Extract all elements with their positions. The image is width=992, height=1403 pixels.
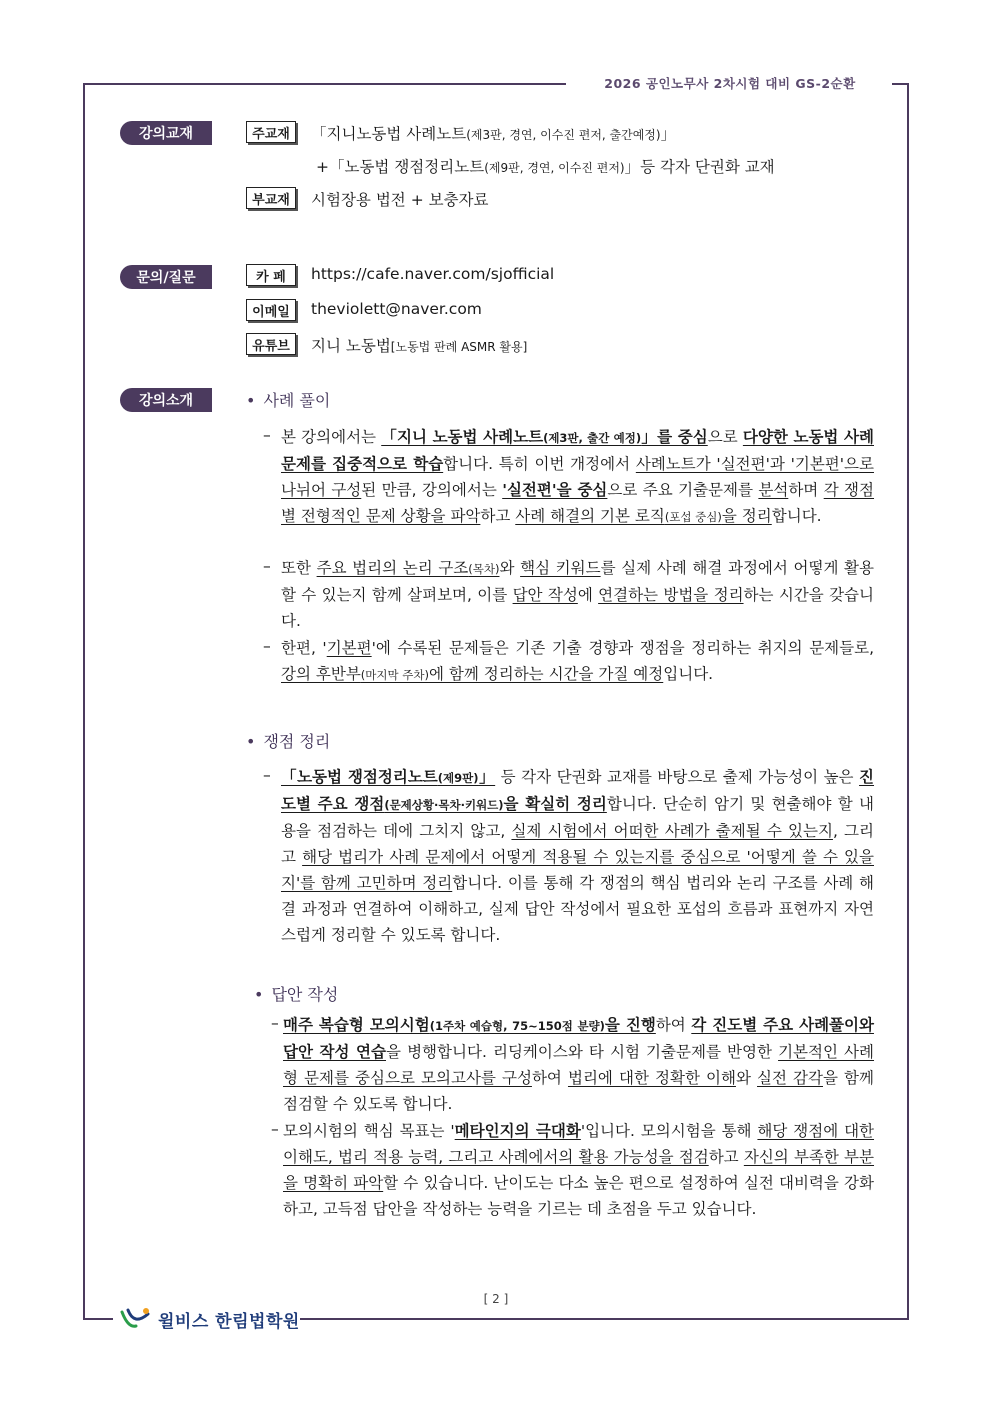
header-title: 2026 공인노무사 2차시험 대비 GS-2순환 [604, 76, 856, 91]
section-label-intro: 강의소개 [120, 388, 212, 412]
frame-bottom-border-left [83, 1318, 113, 1320]
dash-marker: – [271, 1120, 279, 1138]
bullet-issue-summary: • 쟁점 정리 [246, 732, 331, 751]
dash-marker: – [263, 426, 271, 444]
frame-top-border [83, 83, 566, 85]
logo-text: 윌비스 한림법학원 [158, 1311, 300, 1332]
dash-marker: – [263, 557, 271, 575]
youtube-channel[interactable]: 지니 노동법[노동법 판례 ASMR 활용] [311, 337, 528, 355]
main-textbook-line1: 「지니노동법 사례노트(제3판, 경연, 이수진 편저, 출간예정)」 [311, 125, 677, 143]
main-textbook-line2: +「노동법 쟁점정리노트(제9판, 경연, 이수진 편저)」등 각자 단권화 교재 [316, 158, 775, 176]
dash-marker: – [271, 1014, 279, 1032]
tag-cafe: 카 페 [246, 264, 296, 286]
sub-textbook-text: 시험장용 법전 + 보충자료 [311, 191, 489, 209]
frame-right-border [907, 83, 909, 1318]
bullet-case-solving: • 사례 풀이 [246, 391, 331, 410]
paragraph-case-2: 또한 주요 법리의 논리 구조(목차)와 핵심 키워드를 실제 사례 해결 과정에서 어떻게 활용할 수 있는지 함께 살펴보며, 이를 답안 작성에 연결하는 방법을 정리하는 시간을 갖습니다. [281, 559, 875, 630]
willbes-logo-icon [118, 1306, 154, 1332]
dash-marker: – [263, 637, 271, 655]
tag-youtube: 유튜브 [246, 333, 296, 355]
academy-logo [118, 1306, 300, 1332]
tag-email: 이메일 [246, 299, 296, 321]
page-number: [ 2 ] [483, 1292, 509, 1306]
frame-left-border [83, 83, 85, 1318]
bullet-answer-writing: • 답안 작성 [254, 985, 339, 1004]
frame-bottom-border [300, 1318, 909, 1320]
tag-main-textbook: 주교재 [246, 121, 296, 143]
section-label-textbook: 강의교재 [120, 121, 212, 145]
email-link[interactable]: theviolett@naver.com [311, 300, 482, 318]
section-label-contact: 문의/질문 [120, 265, 212, 289]
dash-marker: – [263, 766, 271, 784]
cafe-link[interactable]: https://cafe.naver.com/sjofficial [311, 265, 555, 283]
paragraph-issue-1: 「노동법 쟁점정리노트(제9판)」 등 각자 단권화 교재를 바탕으로 출제 가능성이 높은 진도별 주요 쟁점(문제상황·목차·키워드)을 확실히 정리합니다. 단순히 암기 및 현출해야 할 내용을 점검하는 데에 그치지 않고, 실제 시험에서 어떠한 사례가 출제될 수 있는지, 그리고 해당 법리가 사례 문제에서 어떻게 적용될 수 있는지를 중심으로 '어떻게 쓸 수 있을지'를 함께 고민하며 정리합니다. 이를 통해 각 쟁점의 핵심 법리와 논리 구조를 사례 해결 과정과 연결하여 이해하고, 실제 답안 작성에서 필요한 포섭의 흐름과 표현까지 자연스럽게 정리할 수 있도록 합니다. [281, 768, 875, 944]
paragraph-answer-2: 모의시험의 핵심 목표는 '메타인지의 극대화'입니다. 모의시험을 통해 해당 쟁점에 대한 이해도, 법리 적용 능력, 그리고 사례에서의 활용 가능성을 점검하고 자신의 부족한 부분을 명확히 파악할 수 있습니다. 난이도는 다소 높은 편으로 설정하여 실전 대비력을 강화하고, 고득점 답안을 작성하는 능력을 기르는 데 초점을 두고 있습니다. [283, 1122, 875, 1218]
paragraph-case-3: 한편, '기본편'에 수록된 문제들은 기존 기출 경향과 쟁점을 정리하는 취지의 문제들로, 강의 후반부(마지막 주차)에 함께 정리하는 시간을 가질 예정입니다. [281, 639, 875, 683]
tag-sub-textbook: 부교재 [246, 187, 296, 209]
paragraph-answer-1: 매주 복습형 모의시험(1주차 예습형, 75~150점 분량)을 진행하여 각 진도별 주요 사례풀이와 답안 작성 연습을 병행합니다. 리딩케이스와 타 시험 기출문제를 반영한 기본적인 사례형 문제를 중심으로 모의고사를 구성하여 법리에 대한 정확한 이해와 실전 감각을 함께 점검할 수 있도록 합니다. [283, 1016, 875, 1113]
paragraph-case-1: 본 강의에서는 「지니 노동법 사례노트(제3판, 출간 예정)」를 중심으로 다양한 노동법 사례문제를 집중적으로 학습합니다. 특히 이번 개정에서 사례노트가 '실전편'과 '기본편'으로 나뉘어 구성된 만큼, 강의에서는 '실전편'을 중심으로 주요 기출문제를 분석하며 각 쟁점별 전형적인 문제 상황을 파악하고 사례 해결의 기본 로직(포섭 중심)을 정리합니다. [281, 428, 875, 525]
